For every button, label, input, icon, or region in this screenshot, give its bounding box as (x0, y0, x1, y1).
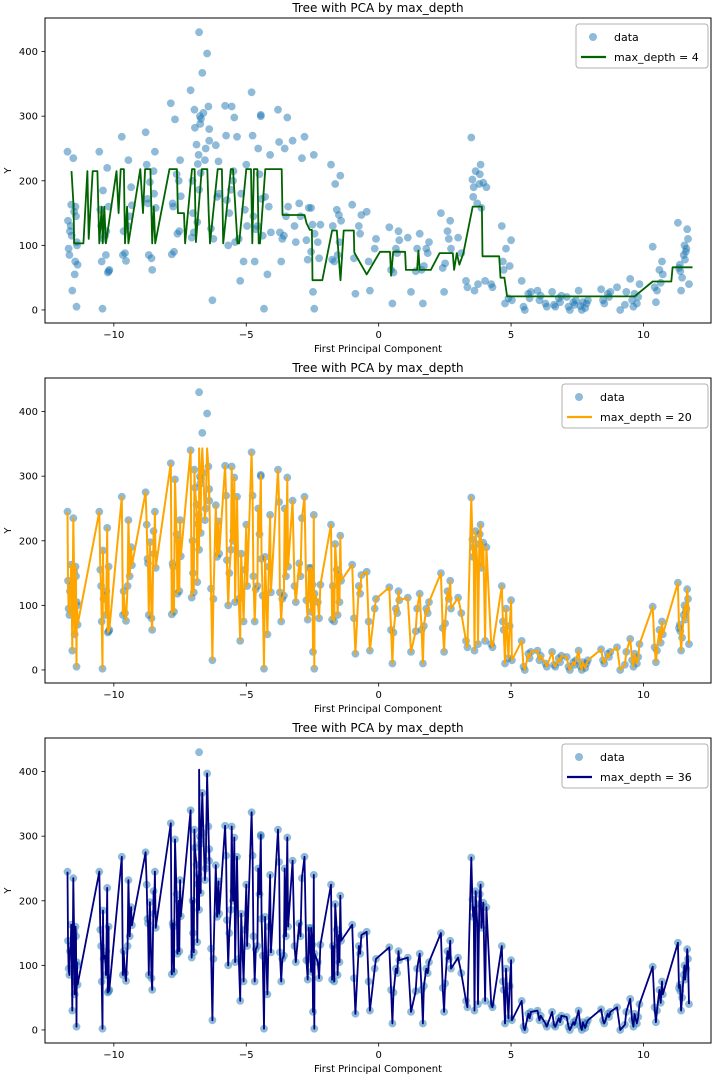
legend-label-data: data (600, 751, 625, 764)
x-tick-label: −5 (238, 330, 254, 341)
x-axis-label: First Principal Component (313, 1064, 443, 1075)
y-tick-label: 400 (18, 767, 38, 779)
legend-scatter-marker (589, 33, 597, 41)
chart-title: Tree with PCA by max_depth (292, 721, 464, 735)
legend (562, 384, 708, 428)
x-axis-label: First Principal Component (313, 704, 443, 715)
y-axis-label: Y (3, 527, 14, 534)
regression-line (72, 169, 693, 296)
legend-label-line: max_depth = 4 (614, 51, 699, 64)
regression-line (68, 448, 690, 670)
legend-label-data: data (600, 391, 625, 404)
x-tick-label: 10 (637, 330, 650, 341)
x-tick-label: 0 (375, 690, 382, 701)
legend-label-data: data (614, 31, 639, 44)
y-tick-label: 300 (18, 471, 38, 483)
y-tick-label: 300 (18, 831, 38, 843)
y-tick-label: 400 (18, 407, 38, 419)
y-tick-label: 400 (18, 47, 38, 59)
y-tick-label: 100 (18, 240, 38, 252)
chart-title: Tree with PCA by max_depth (292, 361, 464, 375)
x-tick-label: −5 (238, 690, 254, 701)
legend-label-line: max_depth = 20 (600, 411, 692, 424)
y-tick-label: 200 (18, 896, 38, 908)
subplot-max-depth-20 (0, 360, 720, 720)
y-axis-label: Y (3, 887, 14, 894)
legend (562, 744, 708, 788)
y-tick-label: 200 (18, 536, 38, 548)
x-tick-label: 0 (375, 1050, 382, 1061)
y-tick-label: 0 (31, 305, 38, 317)
legend-scatter-marker (575, 753, 583, 761)
x-tick-label: 0 (375, 330, 382, 341)
chart-title: Tree with PCA by max_depth (292, 1, 464, 15)
y-tick-label: 0 (31, 665, 38, 677)
scatter-points (64, 748, 693, 1034)
y-tick-label: 200 (18, 176, 38, 188)
x-axis-label: First Principal Component (313, 344, 443, 355)
x-tick-label: −5 (238, 1050, 254, 1061)
x-tick-label: 5 (507, 1050, 515, 1061)
y-axis-label: Y (3, 167, 14, 174)
legend (576, 24, 708, 68)
x-tick-label: −10 (103, 1050, 125, 1061)
scatter-points (64, 388, 693, 674)
y-tick-label: 0 (31, 1025, 38, 1037)
x-tick-label: 5 (507, 330, 515, 341)
x-tick-label: 10 (637, 690, 650, 701)
x-tick-label: 10 (637, 1050, 650, 1061)
y-tick-label: 100 (18, 960, 38, 972)
legend-label-line: max_depth = 36 (600, 771, 692, 784)
y-tick-label: 100 (18, 600, 38, 612)
y-tick-label: 300 (18, 111, 38, 123)
x-tick-label: −10 (103, 690, 125, 701)
regression-line (68, 770, 690, 1030)
subplot-max-depth-36 (0, 720, 720, 1080)
x-tick-label: 5 (507, 690, 515, 701)
x-tick-label: −10 (103, 330, 125, 341)
subplot-max-depth-4 (0, 0, 720, 360)
legend-scatter-marker (575, 393, 583, 401)
scatter-points (64, 28, 693, 314)
